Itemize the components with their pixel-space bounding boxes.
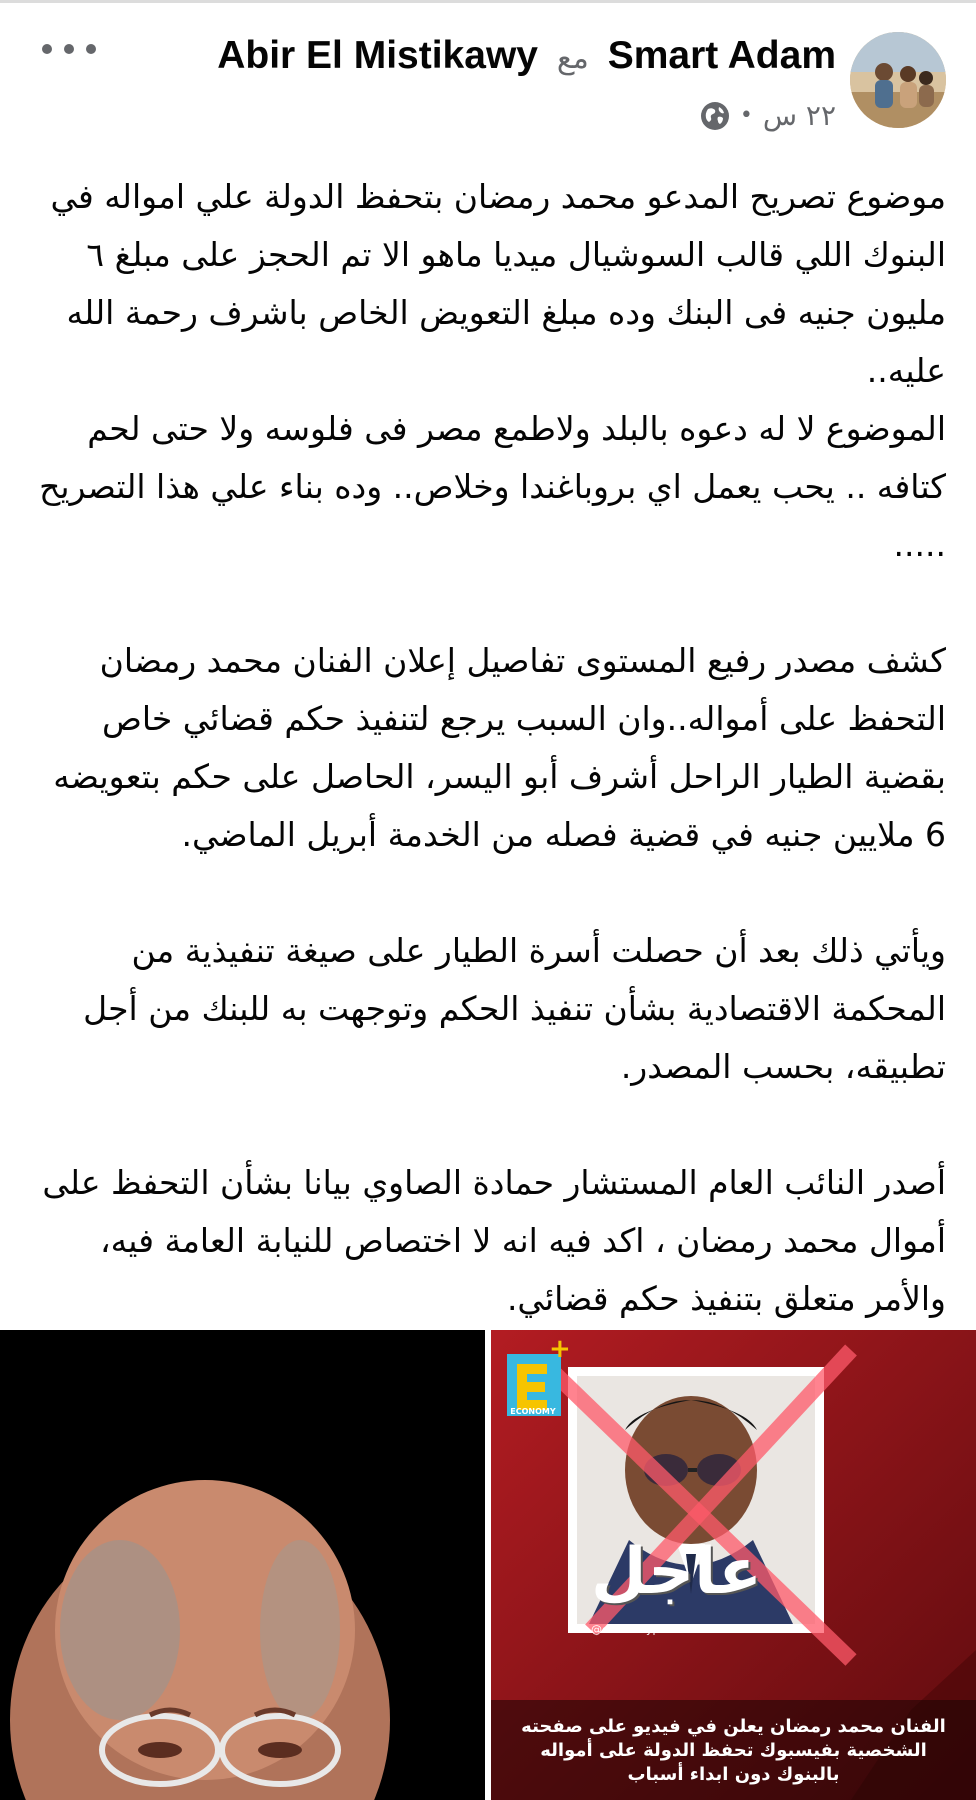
post-meta bbox=[700, 96, 836, 136]
globe-icon[interactable] bbox=[700, 101, 730, 131]
portrait-man-glasses bbox=[0, 1330, 485, 1800]
post-text bbox=[26, 168, 946, 1328]
post-paragraph: أصدر النائب العام المستشار حمادة الصاوي بيانا بشأن التحفظ على أموال محمد رمضان ، اكد فيه انه لا اختصاص للنيابة العامة فيه، والأمر متعلق بتنفيذ حكم قضائي. bbox=[42, 1163, 946, 1318]
meta-dot: • bbox=[739, 103, 753, 128]
news-caption bbox=[491, 1715, 976, 1787]
photo-left[interactable] bbox=[0, 1330, 485, 1800]
more-dots-icon bbox=[42, 44, 52, 54]
with-word: مع bbox=[556, 42, 589, 75]
more-options-button[interactable] bbox=[42, 34, 96, 64]
post-header-names bbox=[217, 30, 836, 85]
breaking-label: عاجل bbox=[591, 1535, 762, 1609]
author-name[interactable]: Smart Adam bbox=[607, 34, 836, 77]
post-paragraph: الموضوع لا له دعوه بالبلد ولاطمع مصر فى فلوسه ولا حتى لحم كتافه .. يحب يعمل اي بروباغندا وخلاص.. وده بناء علي هذا التصريح ..... bbox=[39, 409, 946, 564]
photo-right-news-graphic[interactable] bbox=[491, 1330, 976, 1800]
post-time[interactable]: ٢٢ س bbox=[762, 99, 836, 132]
author-avatar[interactable] bbox=[850, 32, 946, 128]
social-handle: @economyplusme bbox=[591, 1623, 693, 1636]
avatar-photo bbox=[850, 32, 946, 128]
post-paragraph: موضوع تصريح المدعو محمد رمضان بتحفظ الدولة علي امواله في البنوك اللي قالب السوشيال ميديا ماهو الا تم الحجز على مبلغ ٦ مليون جنيه فى البنك وده مبلغ التعويض الخاص باشرف رحمة الله عليه.. bbox=[50, 177, 946, 390]
top-divider bbox=[0, 0, 976, 3]
logo-text: ECONOMY bbox=[510, 1407, 556, 1416]
post-paragraph: ويأتي ذلك بعد أن حصلت أسرة الطيار على صيغة تنفيذية من المحكمة الاقتصادية بشأن تنفيذ الحكم وتوجهت به للبنك من أجل تطبيقه، بحسب المصدر. bbox=[83, 931, 946, 1086]
caption-line: الشخصية بفيسبوك تحفظ الدولة على أمواله bbox=[540, 1740, 927, 1761]
logo-plus: + bbox=[549, 1334, 571, 1364]
caption-line: بالبنوك دون ابداء أسباب bbox=[627, 1764, 840, 1785]
post-paragraph: كشف مصدر رفيع المستوى تفاصيل إعلان الفنان محمد رمضان التحفظ على أمواله..وان السبب يرجع لتنفيذ حكم قضائي خاص بقضية الطيار الراحل أشرف أبو اليسر، الحاصل على حكم بتعويضه 6 ملايين جنيه في قضية فصله من الخدمة أبريل الماضي. bbox=[53, 641, 946, 854]
tagged-name[interactable]: Abir El Mistikawy bbox=[217, 34, 538, 77]
caption-line: الفنان محمد رمضان يعلن في فيديو على صفحته bbox=[521, 1716, 946, 1737]
